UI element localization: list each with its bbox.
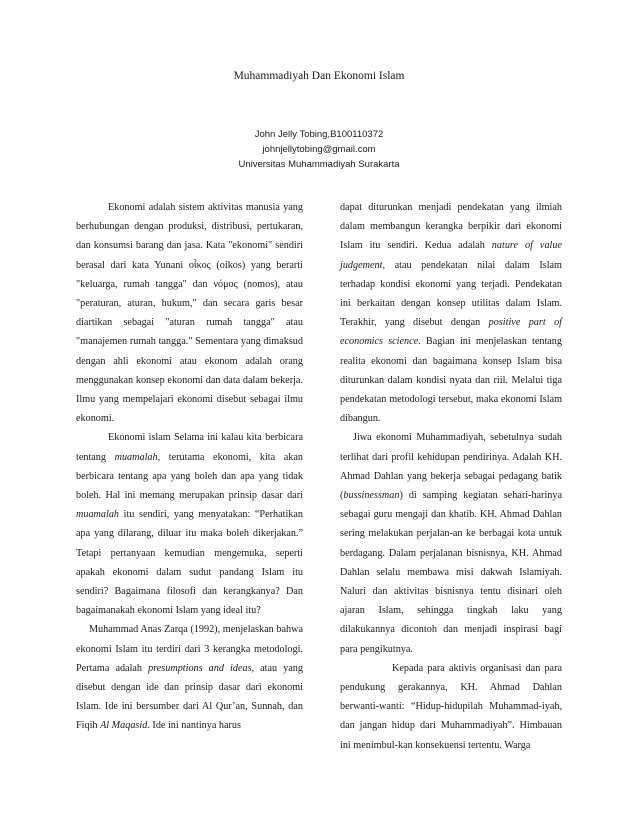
italic-term: positive part of economics science — [340, 317, 562, 348]
text-run: , terutama ekonomi, kita akan berbicara tentang apa yang boleh dan apa yang tidak boleh. Hal ini memang merupakan prinsip dasar dari — [76, 451, 303, 502]
text-run: Muhammad Anas Zarqa (1992), menjelaskan bahwa ekonomi Islam itu terdiri dari 3 kerangka metodologi. Pertama adalah — [76, 624, 303, 674]
text-run: ) di samping kegiatan sehari-harinya sebagai guru mengaji dan khatib. KH. Ahmad Dahlan sering melakukan perjalan-an ke berbagai kota untuk berdagang. Dalam perjalanan bisnisnya, KH. Ahmad Dahlan selalu membawa misi dakwah Islamiyah. Naluri dan aktivitas bisnisnya tentu disinari oleh ajaran Islam, sehingga tingkah laku yang dilakukannya dicontoh dan menjadi inspirasi bagi para pengikutnya. — [340, 490, 562, 655]
italic-term: muamalah — [114, 451, 158, 463]
text-run: Ekonomi islam Selama ini kalau kita berbicara tentang — [76, 432, 303, 463]
text-run: . Bagian ini menjelaskan tentang realita ekonomi dan bagaimana konsep Islam bisa diturunkan dalam kondisi nyata dan riil. Melalui tiga pendekatan metodologi tersebut, maka ekonomi Islam dibangun. — [340, 336, 562, 425]
author-name: John Jelly Tobing,B100110372 — [254, 129, 384, 140]
text-run: , atau yang disebut dengan ide dan prinsip dasar dari ekonomi Islam. Ide ini bersumber dari Al Qur’an, Sunnah, dan Fiqih — [76, 662, 303, 732]
paper-title: Muhammadiyah Dan Ekonomi Islam — [233, 70, 405, 82]
text-run: itu sendiri, yang menyatakan: “Perhatikan apa yang dilarang, diluar itu maka boleh dikerjakan.” Tetapi pertanyaan kemudian mengemuka, seperti apakah ekonomi dalam sudut pandang Islam itu sendiri? Bagaimana filosofi dan kerangkanya? Dan bagaimanakah ekonomi Islam yang ideal itu? — [76, 509, 303, 617]
left-column — [76, 198, 303, 736]
text-run: . Ide ini nantinya harus — [147, 720, 241, 732]
italic-term: presumptions and ideas — [148, 662, 252, 674]
italic-term: Al Maqasid — [100, 720, 148, 732]
right-column — [340, 198, 562, 755]
paragraph-islamic-economy — [76, 428, 303, 620]
italic-term: bussinessman — [343, 490, 400, 502]
paragraph-economy-definition: Ekonomi adalah sistem aktivitas manusia yang berhubungan dengan produksi, distribusi, pertukaran, dan konsumsi barang dan jasa. Kata "ekonomi" sendiri berasal dari kata Yunani οἶκος (oikos) yang berarti "keluarga, rumah tangga" dan νόμος (nomos), atau "peraturan, aturan, hukum," dan secara garis besar diartikan sebagai "aturan rumah tangga" atau "manajemen rumah tangga." Sementara yang dimaksud dengan ahli ekonomi atau ekonom adalah orang menggunakan konsep ekonomi dan data dalam bekerja. Ilmu yang mempelajari ekonomi disebut sebagai ilmu ekonomi. — [76, 202, 303, 425]
paragraph-methodology — [340, 198, 562, 428]
text-run: dapat diturunkan menjadi pendekatan yang ilmiah dalam membangun kerangka berpikir dari ekonomi Islam itu sendiri. Kedua adalah — [340, 202, 562, 252]
paragraph-himbauan: Kepada para aktivis organisasi dan para pendukung gerakannya, KH. Ahmad Dahlan berwanti-wanti: “Hidup-hidupilah Muhammad-iyah, dan jangan hidup dari Muhammadiyah”. Himbauan ini menimbul-kan konsekuensi tertentu. Warga — [340, 662, 562, 751]
author-email: johnjellytobing@gmail.com — [262, 144, 376, 155]
author-block — [0, 127, 638, 172]
text-run: Jiwa ekonomi Muhammadiyah, sebetulnya sudah terlihat dari profil kehidupan pendirinya. Adalah KH. Ahmad Dahlan yang bekerja sebagai pedagang batik ( — [340, 432, 562, 502]
italic-term: nature of value judgement — [340, 240, 562, 271]
author-affiliation: Universitas Muhammadiyah Surakarta — [238, 159, 400, 170]
text-run: , atau pendekatan nilai dalam Islam terhadap kondisi ekonomi yang terjadi. Pendekatan ini berkaitan dengan konsep utilitas dalam Islam. Terakhir, yang disebut dengan — [340, 259, 562, 329]
paragraph-ahmad-dahlan — [340, 428, 562, 658]
paragraph-zarqa — [76, 620, 303, 735]
italic-term: muamalah — [76, 509, 120, 521]
